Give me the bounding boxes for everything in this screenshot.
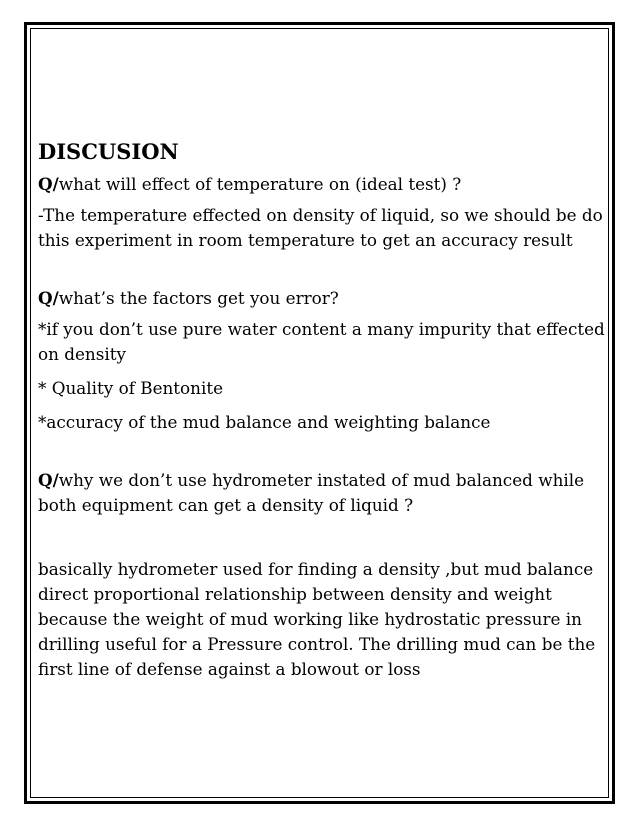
question-text: what’s the factors get you error?: [58, 288, 339, 308]
question-2: [38, 286, 606, 311]
question-prefix: Q/: [38, 288, 59, 308]
question-text: what will effect of temperature on (ideal test) ?: [58, 174, 462, 194]
answer-2-item-2: * Quality of Bentonite: [38, 378, 224, 398]
answer-2-item-3: *accuracy of the mud balance and weighting balance: [38, 412, 491, 432]
question-prefix: Q/: [38, 470, 59, 490]
question-3: [38, 468, 606, 518]
answer-3: basically hydrometer used for finding a density ,but mud balance direct proportional relationship between density and weight because the weight of mud working like hydrostatic pressure in drilling useful for a Pressure control. The drilling mud can be the first line of defense against a blowout or loss: [38, 559, 596, 679]
question-prefix: Q/: [38, 174, 59, 194]
answer-2-item-1: *if you don’t use pure water content a many impurity that effected on density: [38, 319, 605, 364]
question-text: why we don’t use hydrometer instated of mud balanced while both equipment can get a density of liquid ?: [38, 470, 585, 515]
question-1: [38, 172, 606, 197]
section-heading: DISCUSION: [38, 139, 179, 164]
document-body: [38, 138, 606, 682]
answer-1: -The temperature effected on density of liquid, so we should be do this experiment in room temperature to get an accuracy result: [38, 205, 603, 250]
